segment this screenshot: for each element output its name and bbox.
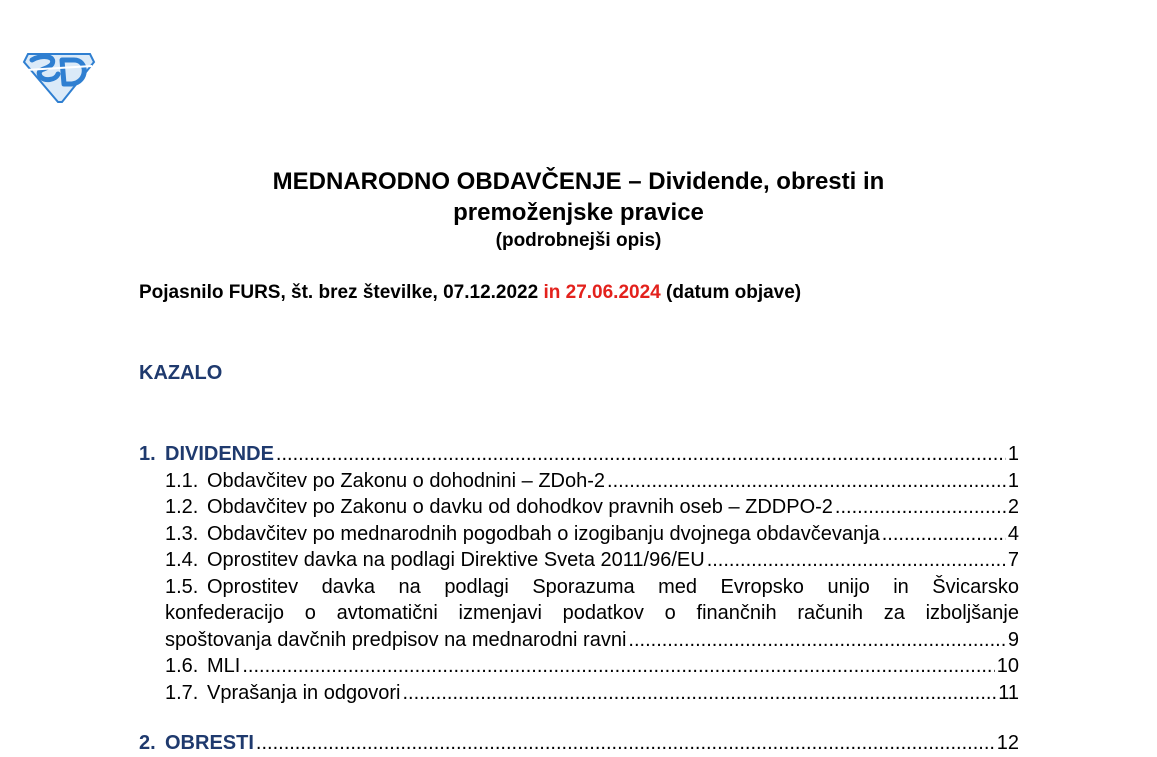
toc-entry-number: 1.7.: [165, 681, 199, 704]
toc-entry-1-4[interactable]: [139, 547, 1019, 574]
toc-entry-page: 4: [1007, 522, 1019, 545]
toc-entry-label: DIVIDENDE: [165, 443, 274, 465]
toc-entry-label: Obdavčitev po mednarodnih pogodbah o izogibanju dvojnega obdavčevanja: [207, 522, 880, 545]
toc-leader-dots: [707, 547, 1006, 574]
toc-entry-label: OBRESTI: [165, 732, 254, 754]
toc-entry-page: 2: [1007, 496, 1019, 518]
toc-entry-1-2[interactable]: [139, 494, 1019, 521]
toc-entry-label: Obdavčitev po Zakonu o dohodnini – ZDoh-2: [207, 469, 606, 492]
toc-entry-number: 1.4.: [165, 549, 199, 571]
toc-entry-page: 12: [996, 732, 1019, 754]
toc-entry-label-line-1: Oprostitev davka na podlagi Sporazuma med Evropsko unijo in Švicarsko: [207, 575, 1019, 598]
source-update-date: in 27.06.2024: [543, 282, 661, 303]
toc-leader-dots: [402, 680, 996, 707]
toc-entry-number: 1.1.: [165, 469, 199, 492]
sd-shield-logo-icon: [22, 48, 96, 104]
source-prefix: Pojasnilo FURS, št. brez številke, 07.12.2022: [139, 282, 544, 303]
toc-entry-1-6[interactable]: [139, 653, 1019, 680]
toc-entry-page: 7: [1007, 549, 1019, 571]
subtitle: (podrobnejši opis): [495, 230, 662, 251]
toc-leader-dots: [835, 494, 1006, 521]
toc-entry-number: 1.3.: [165, 522, 199, 545]
toc-entry-1-5[interactable]: [139, 574, 1019, 654]
toc-entry-label-line-2: konfederacijo o avtomatični izmenjavi podatkov o finančnih računih za izboljšanje: [165, 602, 1019, 624]
toc-entry-1-3[interactable]: [139, 521, 1019, 548]
toc-entry-number: 1.6.: [165, 655, 199, 677]
toc-leader-dots: [628, 627, 1005, 654]
toc-leader-dots: [276, 441, 1006, 468]
toc-entry-number: 1.2.: [165, 496, 199, 518]
title-line-1: MEDNARODNO OBDAVČENJE – Dividende, obresti in: [272, 168, 885, 195]
toc-entry-1-1[interactable]: [139, 468, 1019, 495]
toc-leader-dots: [242, 653, 994, 680]
toc-entry-number: 2.: [139, 732, 156, 754]
toc-entry-page: 1: [1007, 469, 1019, 492]
document-title: [0, 166, 1157, 254]
toc-entry-page: 11: [998, 681, 1019, 704]
toc-leader-dots: [256, 730, 995, 757]
toc-entry-number: 1.5.: [165, 575, 199, 598]
source-line: [139, 282, 801, 304]
toc-entry-label: Vprašanja in odgovori: [207, 681, 401, 704]
table-of-contents: [139, 441, 1019, 757]
toc-heading: KAZALO: [139, 362, 223, 384]
toc-leader-dots: [607, 468, 1006, 495]
toc-entry-label: MLI: [207, 655, 241, 677]
toc-entry-label-line-3: spoštovanja davčnih predpisov na mednarodni ravni: [165, 628, 627, 651]
toc-entry-1-7[interactable]: [139, 680, 1019, 707]
toc-entry-obresti[interactable]: [139, 730, 1019, 757]
toc-entry-page: 9: [1007, 628, 1019, 651]
toc-entry-dividende[interactable]: [139, 441, 1019, 468]
toc-entry-label: Obdavčitev po Zakonu o davku od dohodkov pravnih oseb – ZDDPO-2: [207, 496, 833, 518]
toc-entry-label: Oprostitev davka na podlagi Direktive Sveta 2011/96/EU: [207, 549, 705, 571]
source-suffix: (datum objave): [660, 282, 802, 303]
toc-leader-dots: [882, 521, 1006, 548]
toc-entry-page: 1: [1007, 443, 1019, 465]
toc-entry-page: 10: [996, 655, 1019, 677]
title-line-2: premoženjske pravice: [453, 199, 704, 226]
toc-entry-number: 1.: [139, 443, 156, 465]
